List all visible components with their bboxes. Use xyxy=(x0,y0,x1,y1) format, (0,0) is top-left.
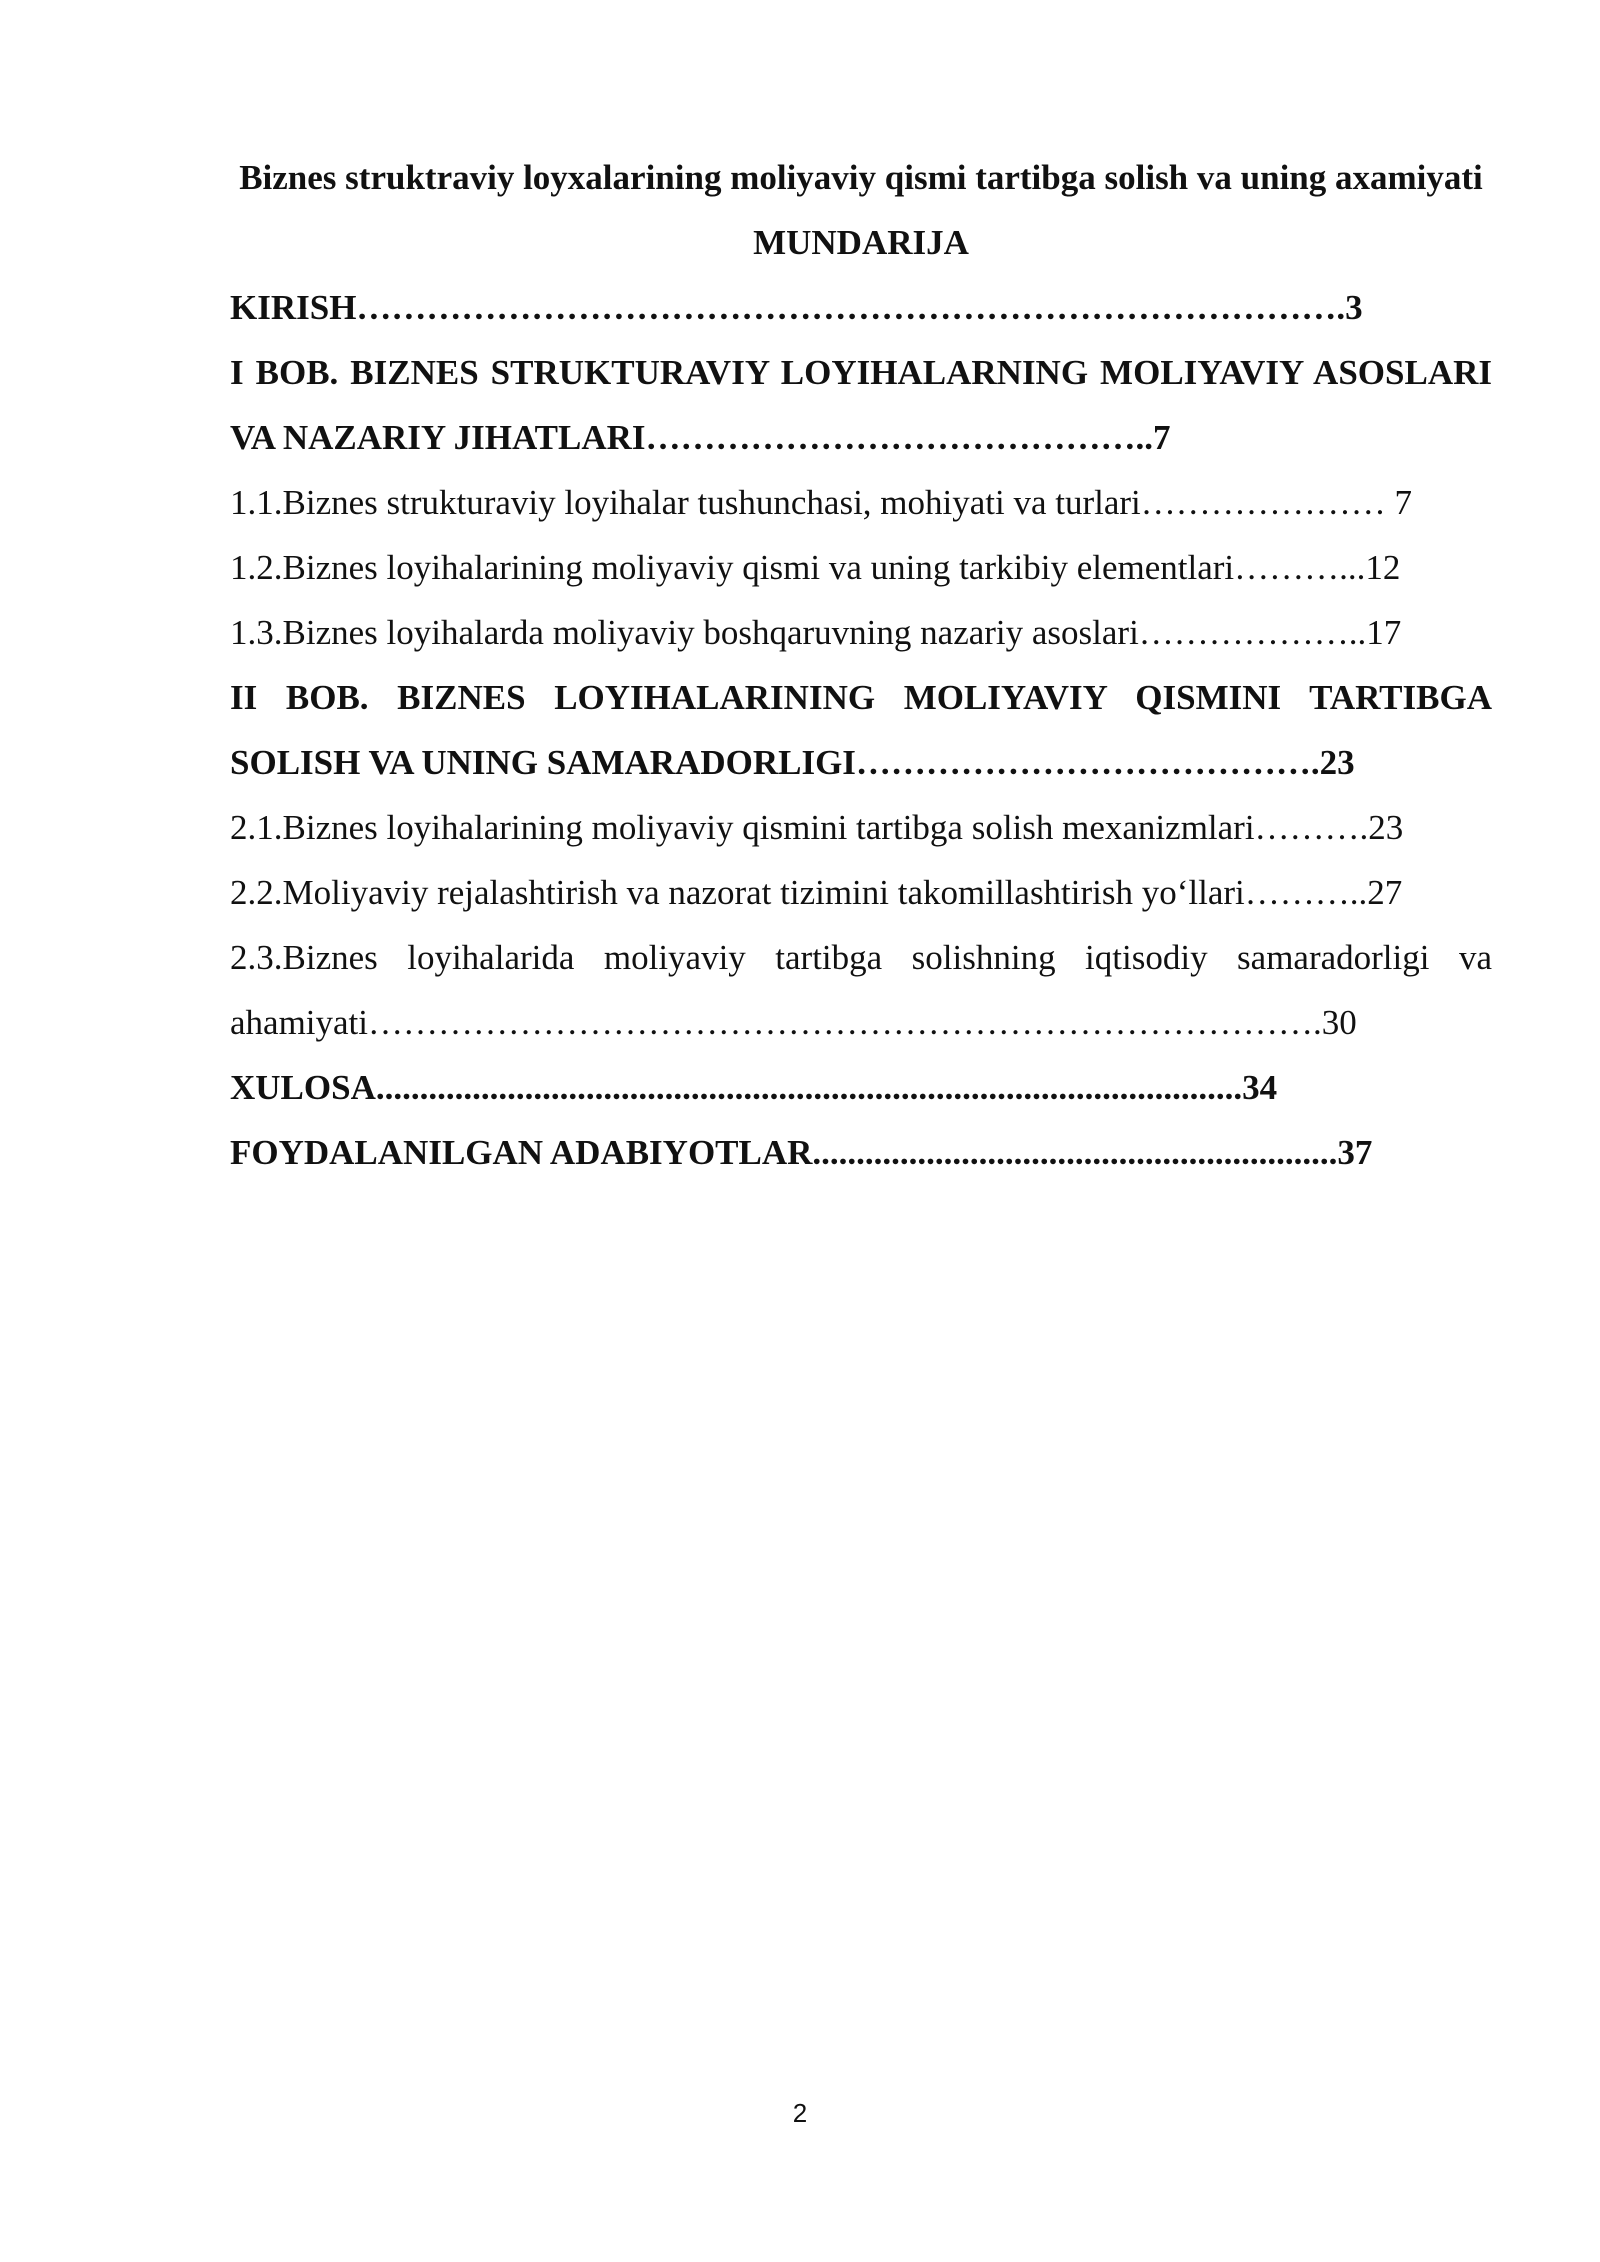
table-of-contents xyxy=(230,275,1492,1185)
toc-entry: 1.1.Biznes strukturaviy loyihalar tushunchasi, mohiyati va turlari………………… 7 xyxy=(230,483,1413,522)
page-content xyxy=(230,145,1492,1185)
toc-entry: I BOB. BIZNES STRUKTURAVIY LOYIHALARNING MOLIYAVIY ASOSLARI VA NAZARIY JIHATLARI……………………………………..7 xyxy=(230,353,1492,457)
toc-entry: XULOSA...................................................................................................34 xyxy=(230,1068,1278,1107)
toc-heading: MUNDARIJA xyxy=(753,223,969,262)
toc-entry: 2.1.Biznes loyihalarining moliyaviy qismini tartibga solish mexanizmlari……….23 xyxy=(230,808,1404,847)
toc-entry: 2.3.Biznes loyihalarida moliyaviy tartibga solishning iqtisodiy samaradorligi va ahamiyati……………………………………………………………………….30 xyxy=(230,938,1492,1042)
toc-entry: KIRISH………………………………………………………………………….3 xyxy=(230,288,1363,327)
toc-entry: FOYDALANILGAN ADABIYOTLAR............................................................37 xyxy=(230,1133,1373,1172)
toc-entry: 1.2.Biznes loyihalarining moliyaviy qismi va uning tarkibiy elementlari………...12 xyxy=(230,548,1401,587)
toc-entry: 1.3.Biznes loyihalarda moliyaviy boshqaruvning nazariy asoslari………………..17 xyxy=(230,613,1402,652)
page-number: 2 xyxy=(792,2098,808,2128)
toc-entry: 2.2.Moliyaviy rejalashtirish va nazorat tizimini takomillashtirish yo‘llari………..27 xyxy=(230,873,1403,912)
document-title: Biznes struktraviy loyxalarining moliyaviy qismi tartibga solish va uning axamiyati xyxy=(239,158,1483,197)
toc-entry: II BOB. BIZNES LOYIHALARINING MOLIYAVIY QISMINI TARTIBGA SOLISH VA UNING SAMARADORLIGI………………………………….23 xyxy=(230,678,1492,782)
